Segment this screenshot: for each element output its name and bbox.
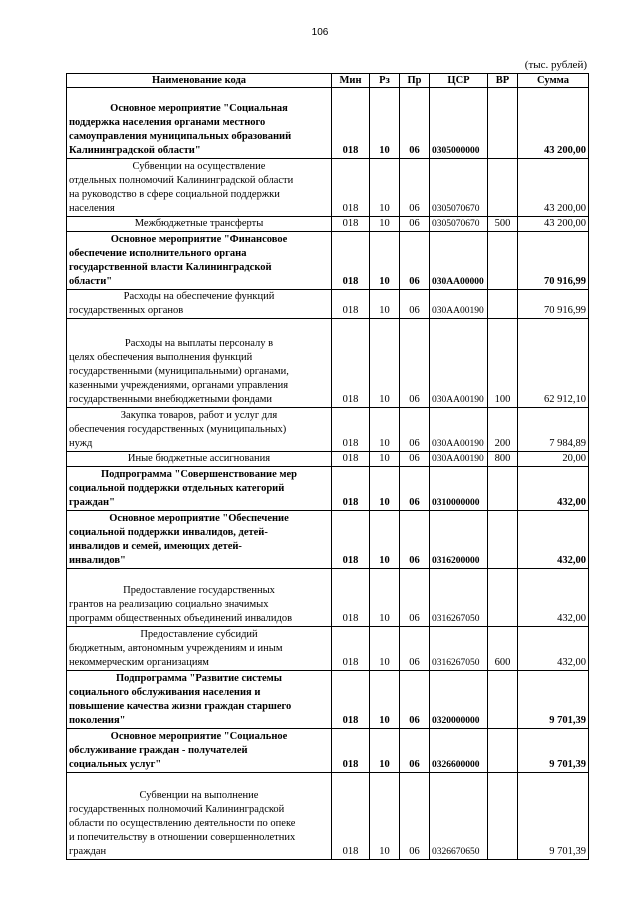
header-rz: Рз: [370, 74, 400, 88]
table-row: [67, 671, 589, 729]
cell-pr: 06: [400, 773, 430, 860]
cell-name-line: социальных услуг": [69, 759, 162, 770]
cell-vr: 800: [488, 452, 518, 467]
cell-csr: 030АА00190: [430, 290, 488, 319]
cell-min: 018: [332, 569, 370, 627]
cell-name-line: отдельных полномочий Калининградской области: [69, 175, 294, 186]
cell-rz: 10: [370, 467, 400, 511]
cell-csr: 0326670650: [430, 773, 488, 860]
table-row: [67, 88, 589, 159]
table-row: [67, 773, 589, 860]
cell-name: [67, 671, 332, 729]
cell-sum: 20,00: [518, 452, 589, 467]
cell-min: 018: [332, 408, 370, 452]
cell-vr: [488, 729, 518, 773]
cell-name-line: государственных органов: [69, 305, 184, 316]
table-row: [67, 467, 589, 511]
cell-name-line: инвалидов и семей, имеющих детей-: [69, 541, 242, 552]
cell-name-line: инвалидов": [69, 555, 126, 566]
cell-sum: 70 916,99: [518, 290, 589, 319]
cell-name: [67, 773, 332, 860]
table-row: [67, 627, 589, 671]
cell-vr: 200: [488, 408, 518, 452]
cell-vr: [488, 569, 518, 627]
cell-csr: 030АА00000: [430, 232, 488, 290]
cell-pr: 06: [400, 452, 430, 467]
table-row: [67, 452, 589, 467]
cell-name: [67, 452, 332, 467]
cell-name-line: Закупка товаров, работ и услуг для: [120, 410, 278, 421]
cell-name-line: Основное мероприятие "Обеспечение: [109, 513, 289, 524]
table-row: [67, 290, 589, 319]
table-row: [67, 319, 589, 408]
header-vr: ВР: [488, 74, 518, 88]
cell-vr: [488, 232, 518, 290]
page-number: 106: [311, 27, 329, 38]
cell-name-line: Основное мероприятие "Социальное: [110, 731, 288, 742]
cell-name: [67, 88, 332, 159]
cell-min: 018: [332, 627, 370, 671]
cell-name-line: области": [69, 276, 113, 287]
cell-name: [67, 232, 332, 290]
cell-name-line: обслуживание граждан - получателей: [69, 745, 248, 756]
cell-sum: 43 200,00: [518, 88, 589, 159]
cell-name-line: и попечительству в отношении совершеннолетних: [69, 832, 296, 843]
cell-csr: 0326600000: [430, 729, 488, 773]
cell-vr: [488, 773, 518, 860]
cell-rz: 10: [370, 729, 400, 773]
cell-csr: 0316267050: [430, 627, 488, 671]
cell-rz: 10: [370, 319, 400, 408]
cell-name-line: на руководство в сфере социальной поддержки: [69, 189, 280, 200]
cell-name-line: Расходы на выплаты персоналу в: [124, 338, 274, 349]
cell-rz: 10: [370, 290, 400, 319]
cell-vr: [488, 290, 518, 319]
cell-name-line: Иные бюджетные ассигнования: [127, 453, 271, 464]
table-row: [67, 408, 589, 452]
cell-name-line: Межбюджетные трансферты: [134, 218, 264, 229]
cell-vr: [488, 88, 518, 159]
cell-name-line: государственными (муниципальными) органами,: [69, 366, 289, 377]
cell-sum: 7 984,89: [518, 408, 589, 452]
cell-min: 018: [332, 452, 370, 467]
cell-csr: 0305000000: [430, 88, 488, 159]
cell-pr: 06: [400, 159, 430, 217]
cell-name-line: программ общественных объединений инвалидов: [69, 613, 293, 624]
cell-rz: 10: [370, 408, 400, 452]
cell-rz: 10: [370, 671, 400, 729]
cell-sum: 432,00: [518, 467, 589, 511]
cell-rz: 10: [370, 511, 400, 569]
cell-rz: 10: [370, 627, 400, 671]
cell-name: [67, 627, 332, 671]
cell-name: [67, 217, 332, 232]
cell-rz: 10: [370, 452, 400, 467]
cell-name-line: области по осуществлению деятельности по опеке: [69, 818, 296, 829]
cell-pr: 06: [400, 217, 430, 232]
cell-sum: 43 200,00: [518, 217, 589, 232]
cell-name-line: Субвенции на осуществление: [132, 161, 266, 172]
cell-name-line: граждан: [69, 846, 107, 857]
cell-name-line: Предоставление субсидий: [140, 629, 258, 640]
cell-name-line: социальной поддержки отдельных категорий: [69, 483, 285, 494]
cell-min: 018: [332, 159, 370, 217]
table-row: [67, 232, 589, 290]
cell-name: [67, 290, 332, 319]
cell-name-line: Основное мероприятие "Социальная: [110, 103, 288, 114]
cell-name-line: государственной власти Калининградской: [69, 262, 272, 273]
cell-min: 018: [332, 467, 370, 511]
cell-name-line: государственными внебюджетными фондами: [69, 394, 273, 405]
table-row: [67, 159, 589, 217]
table-header-row: [67, 74, 589, 88]
cell-csr: 0305070670: [430, 217, 488, 232]
header-csr: ЦСР: [430, 74, 488, 88]
table-row: [67, 511, 589, 569]
cell-name: [67, 467, 332, 511]
header-sum: Сумма: [518, 74, 589, 88]
units-label: (тыс. рублей): [524, 59, 587, 71]
header-pr: Пр: [400, 74, 430, 88]
cell-name-line: государственных полномочий Калининградской: [69, 804, 285, 815]
cell-csr: 030АА00190: [430, 452, 488, 467]
cell-csr: 0310000000: [430, 467, 488, 511]
cell-name: [67, 159, 332, 217]
cell-name-line: Основное мероприятие "Финансовое: [110, 234, 288, 245]
cell-name-line: грантов на реализацию социально значимых: [69, 599, 269, 610]
cell-sum: 432,00: [518, 569, 589, 627]
cell-vr: [488, 159, 518, 217]
header-name: Наименование кода: [67, 74, 332, 88]
cell-csr: 030АА00190: [430, 408, 488, 452]
cell-vr: [488, 467, 518, 511]
cell-min: 018: [332, 88, 370, 159]
header-min: Мин: [332, 74, 370, 88]
cell-min: 018: [332, 217, 370, 232]
cell-csr: 0305070670: [430, 159, 488, 217]
cell-name-line: нужд: [69, 438, 93, 449]
cell-sum: 43 200,00: [518, 159, 589, 217]
cell-pr: 06: [400, 467, 430, 511]
cell-pr: 06: [400, 729, 430, 773]
cell-name: [67, 729, 332, 773]
cell-name-line: обеспечения государственных (муниципальных): [69, 424, 287, 435]
cell-name-line: самоуправления муниципальных образований: [69, 131, 292, 142]
cell-min: 018: [332, 511, 370, 569]
cell-name-line: Расходы на обеспечение функций: [123, 291, 275, 302]
cell-csr: 0316200000: [430, 511, 488, 569]
cell-pr: 06: [400, 319, 430, 408]
cell-vr: 600: [488, 627, 518, 671]
cell-name-line: населения: [69, 203, 115, 214]
budget-table: [66, 73, 589, 860]
cell-pr: 06: [400, 627, 430, 671]
cell-rz: 10: [370, 217, 400, 232]
cell-pr: 06: [400, 408, 430, 452]
table-row: [67, 729, 589, 773]
cell-name-line: Калининградской области": [69, 145, 201, 156]
cell-min: 018: [332, 729, 370, 773]
cell-name-line: социального обслуживания населения и: [69, 687, 261, 698]
cell-name: [67, 319, 332, 408]
cell-vr: 500: [488, 217, 518, 232]
cell-name: [67, 569, 332, 627]
cell-pr: 06: [400, 511, 430, 569]
cell-name-line: Субвенции на выполнение: [139, 790, 259, 801]
cell-csr: 030АА00190: [430, 319, 488, 408]
cell-sum: 62 912,10: [518, 319, 589, 408]
cell-name-line: бюджетным, автономным учреждениям и иным: [69, 643, 283, 654]
cell-name-line: поколения": [69, 715, 126, 726]
cell-name-line: граждан": [69, 497, 115, 508]
cell-name-line: поддержка населения органами местного: [69, 117, 266, 128]
cell-rz: 10: [370, 569, 400, 627]
cell-pr: 06: [400, 671, 430, 729]
cell-name-line: целях обеспечения выполнения функций: [69, 352, 253, 363]
cell-name: [67, 511, 332, 569]
cell-csr: 0316267050: [430, 569, 488, 627]
cell-sum: 70 916,99: [518, 232, 589, 290]
cell-csr: 0320000000: [430, 671, 488, 729]
cell-pr: 06: [400, 232, 430, 290]
cell-rz: 10: [370, 773, 400, 860]
cell-rz: 10: [370, 232, 400, 290]
cell-sum: 9 701,39: [518, 729, 589, 773]
cell-name-line: повышение качества жизни граждан старшего: [69, 701, 292, 712]
cell-sum: 9 701,39: [518, 773, 589, 860]
cell-vr: 100: [488, 319, 518, 408]
cell-sum: 432,00: [518, 511, 589, 569]
cell-pr: 06: [400, 88, 430, 159]
cell-name-line: обеспечение исполнительного органа: [69, 248, 247, 259]
cell-min: 018: [332, 232, 370, 290]
cell-rz: 10: [370, 159, 400, 217]
cell-name-line: социальной поддержки инвалидов, детей-: [69, 527, 268, 538]
cell-min: 018: [332, 773, 370, 860]
cell-min: 018: [332, 290, 370, 319]
table-row: [67, 217, 589, 232]
cell-name-line: Подпрограмма "Развитие системы: [116, 673, 282, 684]
cell-sum: 432,00: [518, 627, 589, 671]
table-row: [67, 569, 589, 627]
cell-pr: 06: [400, 569, 430, 627]
cell-vr: [488, 511, 518, 569]
table-body: [67, 88, 589, 860]
cell-min: 018: [332, 319, 370, 408]
cell-vr: [488, 671, 518, 729]
cell-pr: 06: [400, 290, 430, 319]
cell-min: 018: [332, 671, 370, 729]
cell-rz: 10: [370, 88, 400, 159]
cell-name-line: казенными учреждениями, органами управления: [69, 380, 289, 391]
cell-name: [67, 408, 332, 452]
cell-name-line: некоммерческим организациям: [69, 657, 209, 668]
cell-name-line: Предоставление государственных: [123, 585, 275, 596]
cell-sum: 9 701,39: [518, 671, 589, 729]
cell-name-line: Подпрограмма "Совершенствование мер: [100, 469, 298, 480]
